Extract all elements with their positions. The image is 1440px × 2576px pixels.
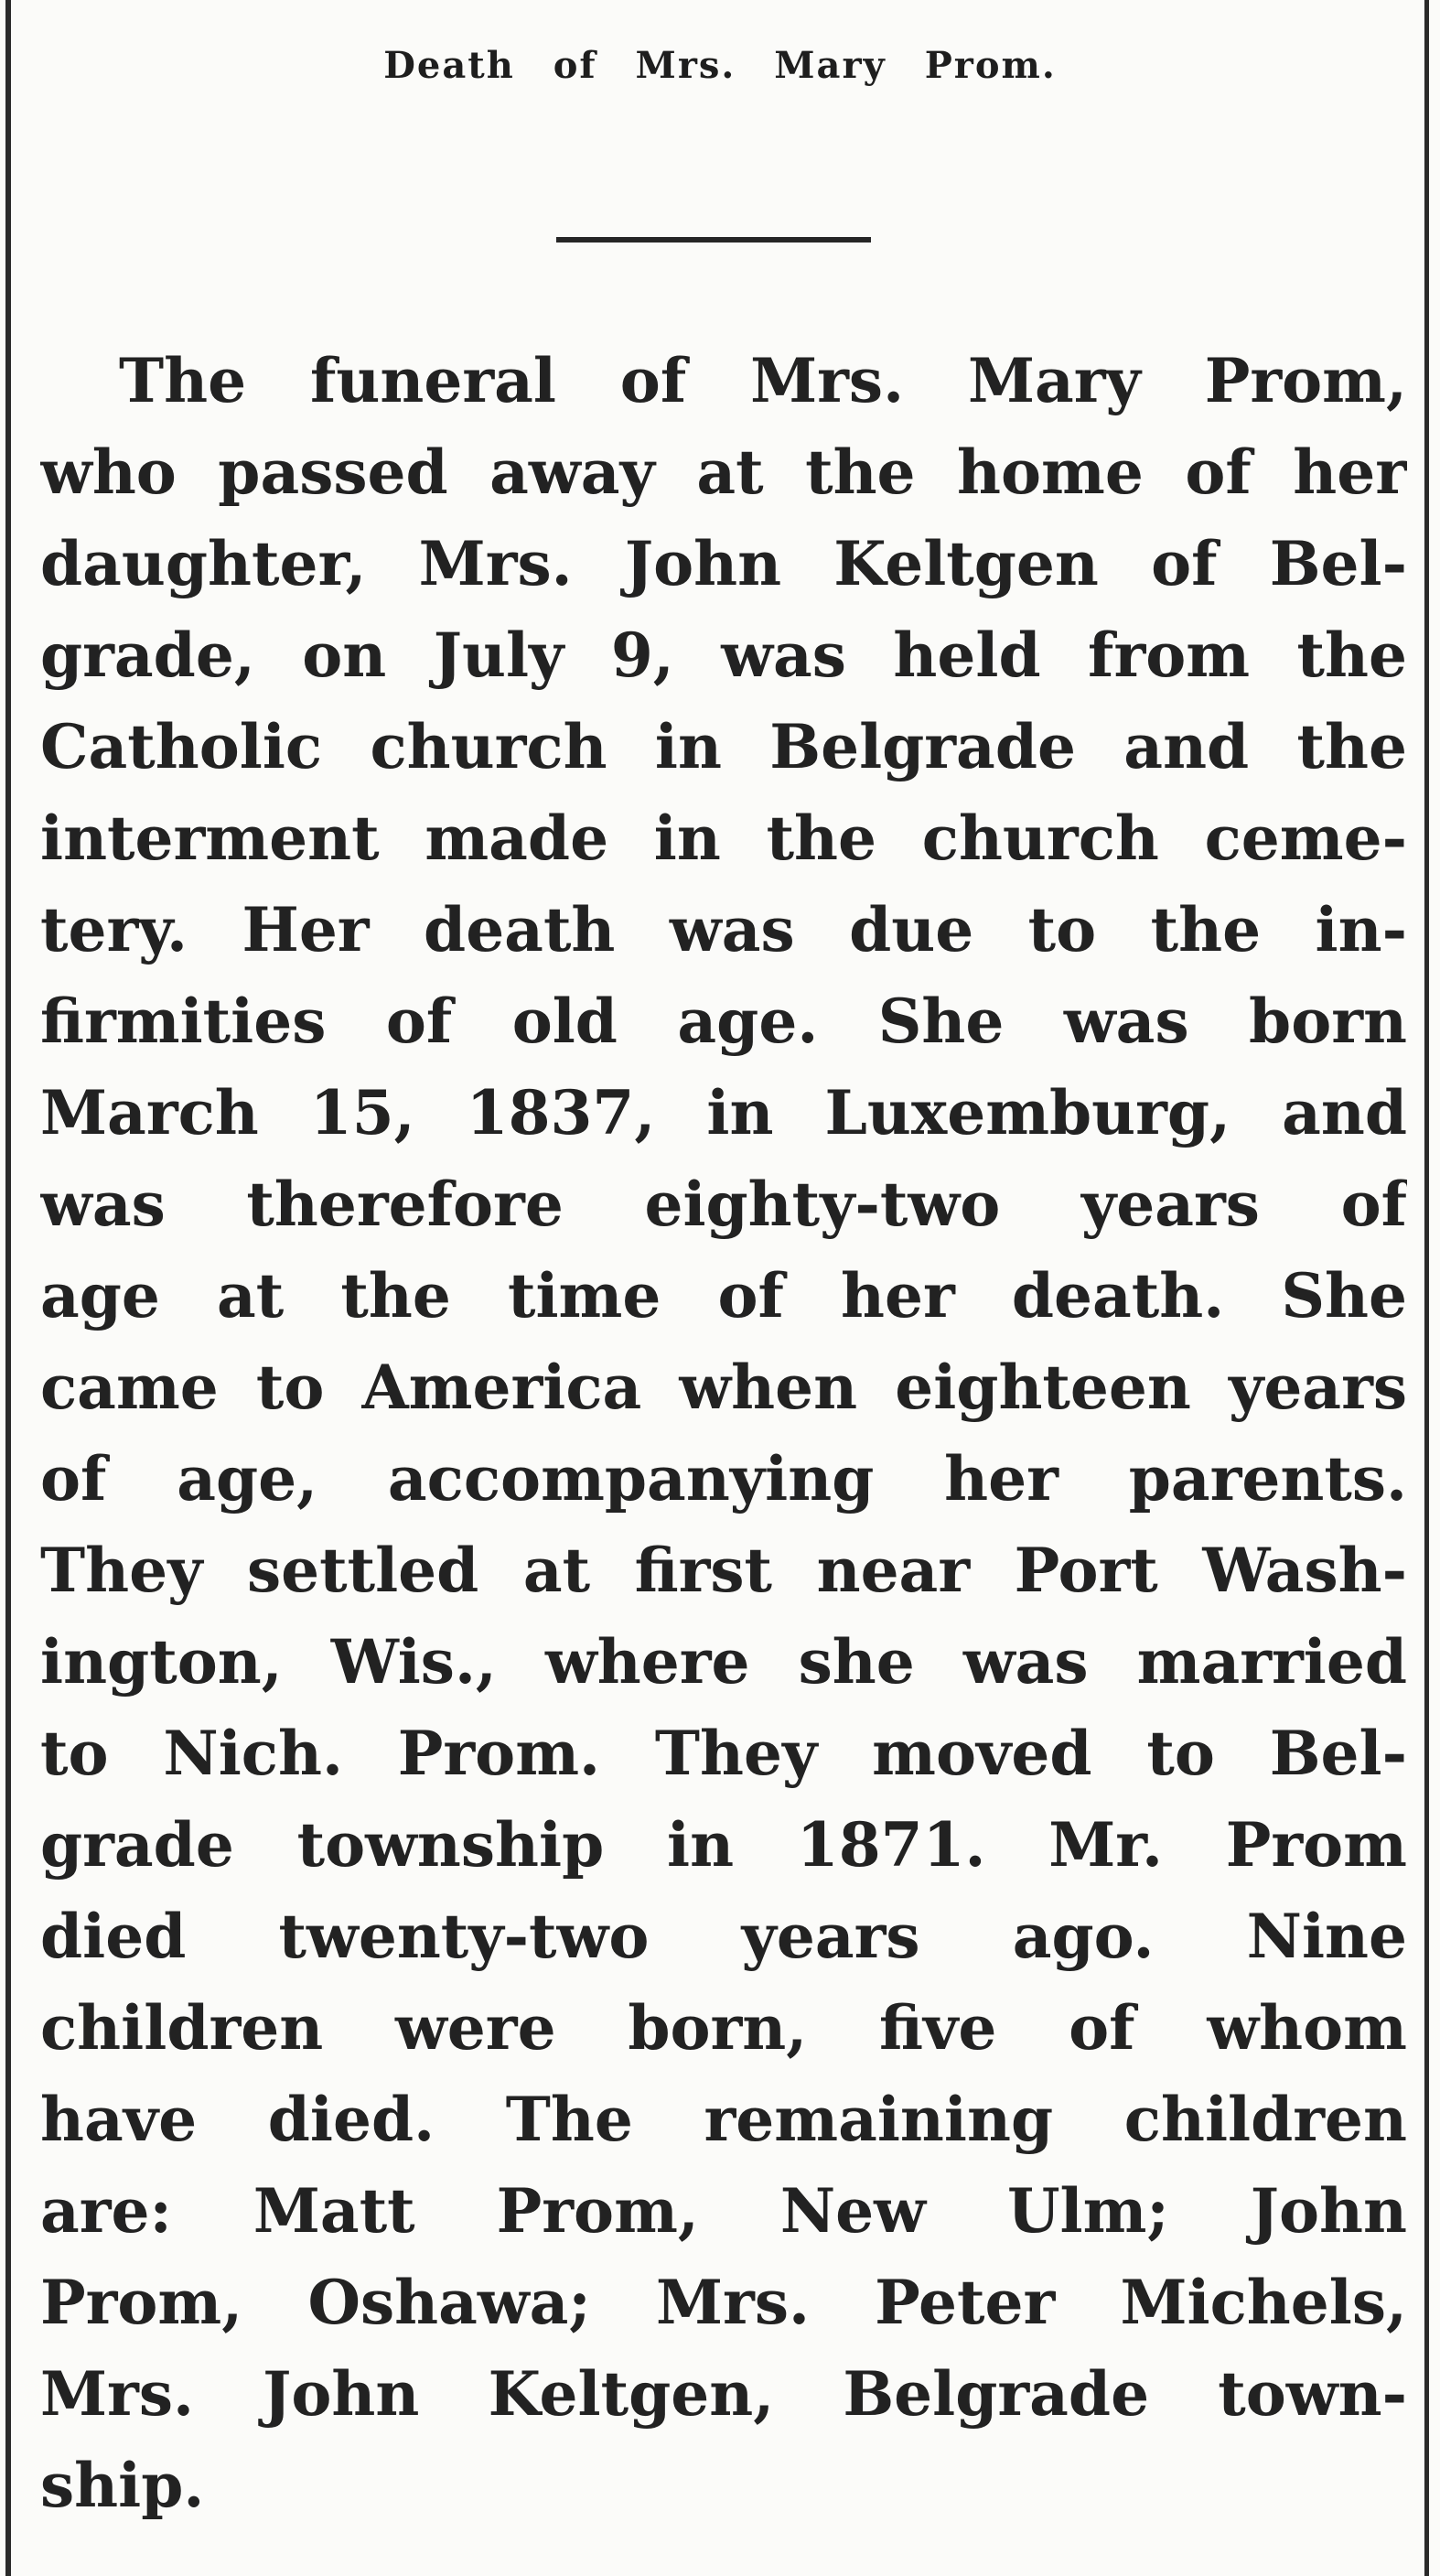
article-line: died twenty-two years ago. Nine — [40, 1901, 1407, 1972]
article-line: ington, Wis., where she was married — [40, 1626, 1407, 1698]
article-line: have died. The remaining children — [40, 2084, 1407, 2155]
headline: Death of Mrs. Mary Prom. — [383, 44, 1057, 87]
article-line: Mrs. John Keltgen, Belgrade town- — [40, 2358, 1407, 2430]
article-line: Prom, Oshawa; Mrs. Peter Michels, — [40, 2267, 1407, 2338]
article-line: Catholic church in Belgrade and the — [40, 711, 1407, 782]
article-line: They settled at first near Port Wash- — [40, 1535, 1407, 1606]
article-line: daughter, Mrs. John Keltgen of Bel- — [40, 528, 1407, 599]
article-line: ship. — [40, 2450, 205, 2521]
article-line: came to America when eighteen years — [40, 1352, 1407, 1423]
article-line: grade township in 1871. Mr. Prom — [40, 1809, 1407, 1881]
article-line: March 15, 1837, in Luxemburg, and — [40, 1077, 1407, 1148]
headline-rule — [556, 237, 871, 243]
article-line: to Nich. Prom. They moved to Bel- — [40, 1718, 1407, 1789]
article-line: who passed away at the home of her — [40, 437, 1407, 508]
right-column-border — [1424, 0, 1429, 2576]
article-line: are: Matt Prom, New Ulm; John — [40, 2175, 1407, 2247]
article-line: interment made in the church ceme- — [40, 803, 1407, 874]
article-line: was therefore eighty-two years of — [40, 1169, 1407, 1240]
article-line: grade, on July 9, was held from the — [40, 620, 1407, 691]
article-line: firmities of old age. She was born — [40, 986, 1407, 1057]
left-column-border — [5, 0, 11, 2576]
article-line: The funeral of Mrs. Mary Prom, — [119, 345, 1407, 416]
article-body — [40, 335, 1407, 2531]
article-line: age at the time of her death. She — [40, 1260, 1407, 1331]
article-line: of age, accompanying her parents. — [40, 1443, 1407, 1514]
article-line: tery. Her death was due to the in- — [40, 894, 1407, 965]
article-line: children were born, five of whom — [40, 1992, 1407, 2064]
